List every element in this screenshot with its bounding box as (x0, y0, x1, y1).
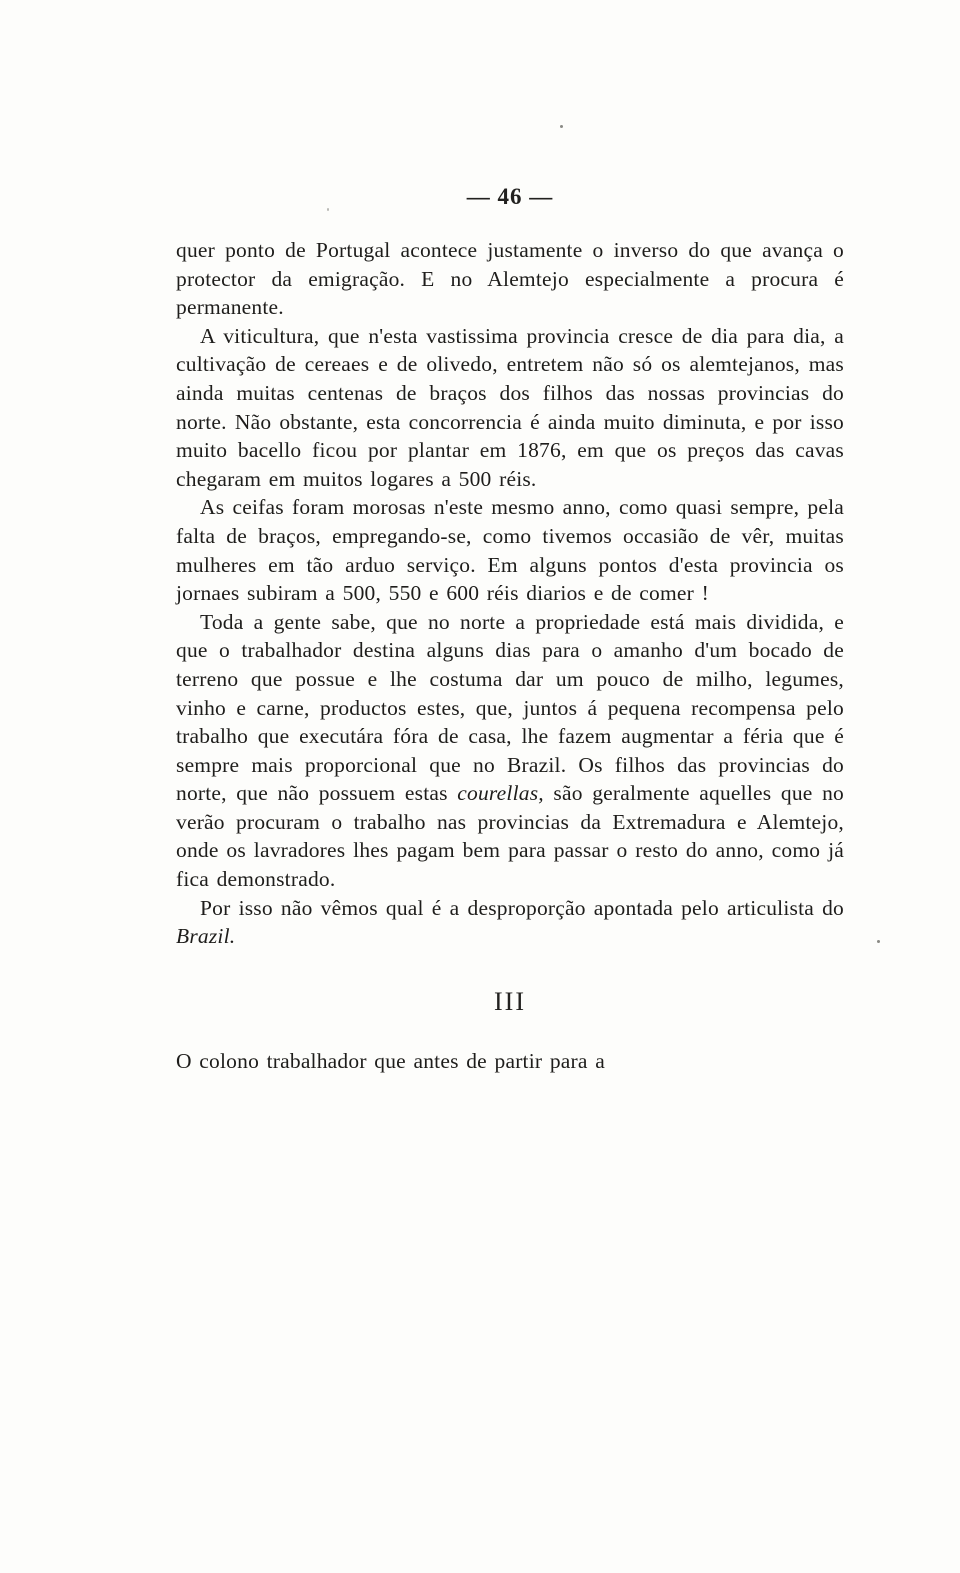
paragraph-text-italic: courellas, (457, 781, 544, 806)
paragraph-text: quer ponto de Portugal acontece justamente o inverso do que avança o protector da emigração. E no Alemtejo especialmente a procura é permanente. (176, 238, 844, 320)
paragraph-text: são geralmente aquelles que no verão procuram o trabalho nas provincias da Extremadura e Alemtejo, onde os lavradores lhes pagam bem para passar o resto do anno, como já fica demonstrado. (176, 781, 844, 892)
paragraph (176, 493, 844, 607)
paragraph (176, 1047, 844, 1076)
text-block (176, 236, 844, 1075)
paragraph (176, 608, 844, 894)
paragraph-text: As ceifas foram morosas n'este mesmo anno, como quasi sempre, pela falta de braços, empregando-se, como tivemos occasião de vêr, muitas mulheres em tão arduo serviço. Em alguns pontos d'esta provincia os jornaes subiram a 500, 550 e 600 réis diarios e de comer ! (176, 495, 844, 606)
paragraph-text: A viticultura, que n'esta vastissima provincia cresce de dia para dia, a cultivação de cereaes e de olivedo, entretem não só os alemtejanos, mas ainda muitas centenas de braços dos filhos das nossas provincias do norte. Não obstante, esta concorrencia é ainda muito diminuta, e por isso muito bacello ficou por plantar em 1876, em que os preços das cavas chegaram em muitos logares a 500 réis. (176, 323, 844, 491)
scan-speck (877, 940, 880, 943)
paragraph-text: Toda a gente sabe, que no norte a propriedade está mais dividida, e que o trabalhador destina alguns dias para o amanho d'um bocado de terreno que possue e lhe costuma dar um pouco de milho, legumes, vinho e carne, productos estes, que, juntos á pequena recompensa pelo trabalho que executára fóra de casa, lhe fazem augmentar a féria que é sempre mais proporcional que no Brazil. Os filhos das provincias do norte, que não possuem estas (176, 609, 844, 806)
paragraph-text: O colono trabalhador que antes de partir para a (176, 1048, 605, 1073)
paragraph (176, 322, 844, 494)
paragraph-text-italic: Brazil. (176, 924, 236, 949)
paragraph-text: Por isso não vêmos qual é a desproporção apontada pelo articulista do (200, 895, 844, 920)
page-number: — 46 — (466, 184, 554, 209)
section-heading: III (494, 986, 526, 1016)
paragraph (176, 894, 844, 951)
paragraph (176, 236, 844, 322)
scan-speck (560, 125, 563, 128)
